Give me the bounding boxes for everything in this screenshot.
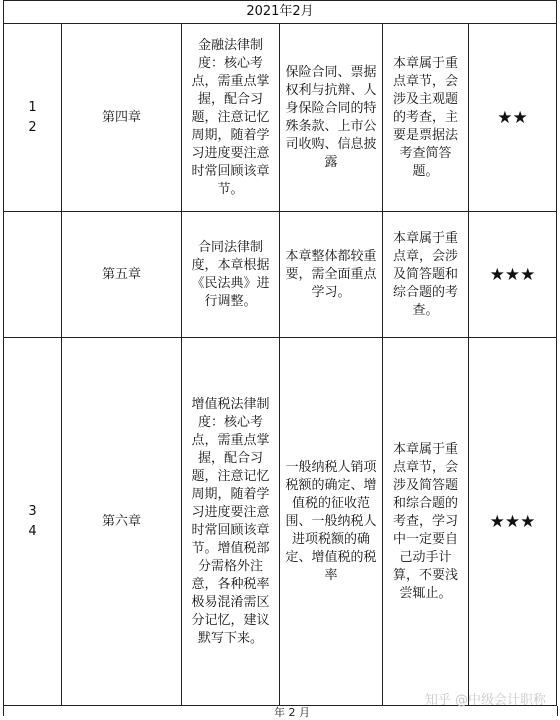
period-number: 1 [28,99,37,115]
period-number: 4 [28,523,37,539]
key-points: 本章整体都较重要，需全面重点学习。 [280,212,383,338]
importance-stars: ★★★ [469,338,557,706]
chapter-cell: 第五章 [62,212,182,338]
chapter-description: 增值税法律制度：核心考点，需重点掌握，配合习题，注意记忆周期，随着学习进度要注意时常回顾该章节。增值税部分需格外注意，各种税率极易混淆需区分记忆，建议默写下来。 [182,338,280,706]
chapter-cell: 第四章 [62,24,182,212]
watermark: 知乎 @中级会计职称 [424,693,546,708]
study-period-cell [4,24,62,212]
study-period-cell [4,212,62,338]
key-points: 一般纳税人销项税额的确定、增值税的征收范围、一般纳税人进项税额的确定、增值税的税率 [280,338,383,706]
chapter-description: 金融法律制度：核心考点，需重点掌握，配合习题，注意记忆周期，随着学习进度要注意时常回顾该章节。 [182,24,280,212]
table-row [4,24,557,212]
table-row [4,338,557,706]
table-row [4,212,557,338]
study-plan-table [3,0,557,706]
month-header: 2021年2月 [4,1,557,24]
importance-stars: ★★ [469,24,557,212]
exam-type: 本章属于重点章节，会涉及简答题和综合题的考查，学习中一定要自己动手计算，不要浅尝辄止。 [383,338,469,706]
chapter-cell: 第六章 [62,338,182,706]
exam-type: 本章属于重点章，会涉及简答题和综合题的考查。 [383,212,469,338]
period-number: 2 [28,119,37,135]
chapter-description: 合同法律制度，本章根据《民法典》进行调整。 [182,212,280,338]
importance-stars: ★★★ [469,212,557,338]
key-points: 保险合同、票据权利与抗辩、人身保险合同的特殊条款、上市公司收购、信息披露 [280,24,383,212]
next-month-header-fragment: 年 2 月 [274,706,310,719]
month-header-row [4,1,557,24]
period-number: 3 [28,503,37,519]
exam-type: 本章属于重点章节，会涉及主观题的考查，主要是票据法考查简答题。 [383,24,469,212]
study-period-cell [4,338,62,706]
